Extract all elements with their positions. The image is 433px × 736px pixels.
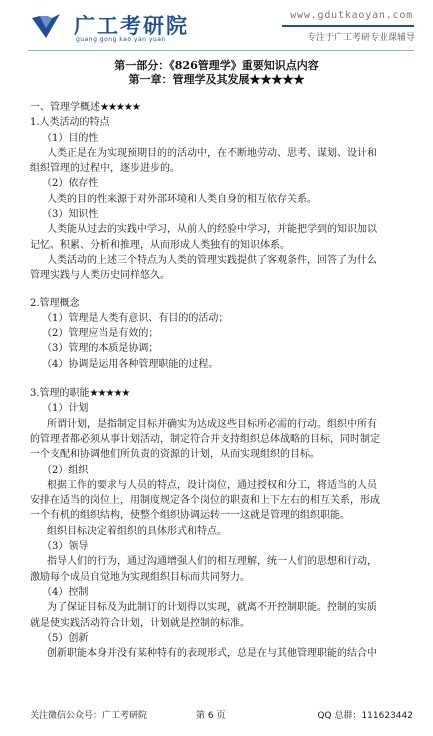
header-accent-rule [282, 25, 414, 27]
importance-stars: ★★★★★ [100, 102, 140, 113]
paragraph-line: 记忆、积累、分析和推理，从而形成人类独有的知识体系。 [30, 239, 290, 251]
paragraph-line: 一个有机的组织结构，使整个组织协调运转一一这就是管理的组织职能。 [30, 510, 350, 522]
brand-logo-icon [30, 12, 66, 40]
paragraph-line: 安排在适当的岗位上，用制度规定各个岗位的职责和上下左右的相互关系，形成 [30, 495, 380, 507]
paragraph-line: 人类活动的上述三个特点为人类的管理实践提供了客观条件，回答了为什么 [47, 254, 377, 266]
subsection-heading: 1.人类活动的特点 [30, 117, 110, 129]
paragraph-line: 管理实践与人类历史同样悠久。 [30, 270, 170, 282]
brand-name: 广工考研院 [74, 14, 189, 38]
site-url: www.gdutkaoyan.com [290, 10, 413, 21]
paragraph-line: 指导人们的行为，通过沟通增强人们的相互理解，统一人们的思想和行动， [47, 556, 377, 568]
paragraph-line: 所谓计划，是指制定目标并确实为达成这些目标所必需的行动。组织中所有 [47, 418, 377, 430]
paragraph-line: 为了保证目标及为此制订的计划得以实现，就离不开控制职能。控制的实质 [47, 602, 377, 614]
footer-wechat: 关注微信公众号：广工考研院 [30, 711, 148, 721]
list-item-heading: （4）控制 [42, 586, 89, 598]
list-item-heading: （2）依存性 [42, 178, 99, 190]
paragraph-line: 组织目标决定着组织的具体形式和特点。 [47, 525, 227, 537]
list-item-heading: （3）知识性 [42, 209, 99, 221]
subsection-heading [30, 386, 416, 401]
paragraph-line: 的管理者都必须从事计划活动，制定符合并支持组织总体战略的目标，同时制定 [30, 433, 380, 445]
paragraph-line: 创新职能本身并没有某种特有的表现形式，总是在与其他管理职能的结合中 [47, 648, 377, 660]
list-item-heading: （1）计划 [42, 403, 89, 415]
paragraph-line: 人类的目的性来源于对外部环境和人类自身的相互依存关系。 [47, 193, 317, 205]
paragraph-line: 一个支配和协调他们所负责的资源的计划，从而实现组织的目标。 [30, 449, 320, 461]
page-number: 第 6 页 [196, 711, 226, 721]
importance-stars: ★★★★★ [89, 388, 130, 400]
list-item: （3）管理的本质是协调； [42, 343, 159, 355]
page-header [0, 0, 433, 52]
paragraph-line: 就是使实践活动符合计划，计划就是控制的标准。 [30, 617, 250, 629]
paragraph-line: 组织管理的过程中，逐步进步的。 [30, 163, 180, 175]
paragraph-line: 激励每个成员自觉地为实现组织目标而共同努力。 [30, 571, 250, 583]
section-heading-text: 一、管理学概述 [30, 102, 100, 113]
footer-qq: QQ 总群：111623442 [317, 711, 413, 721]
paragraph-line: 人类能从过去的实践中学习，从前人的经验中学习，并能把学到的知识加以 [47, 224, 377, 236]
list-item-heading: （5）创新 [42, 632, 89, 644]
list-item: （4）协调是运用各种管理职能的过程。 [42, 358, 219, 370]
section-heading [30, 100, 416, 115]
spacer [30, 372, 416, 386]
list-item-heading: （2）组织 [42, 464, 89, 476]
page-footer [0, 708, 433, 728]
spacer [30, 284, 416, 296]
brand-pinyin: guang gong kao yan yuan [76, 36, 166, 43]
subsection-heading-text: 3.管理的职能 [30, 388, 90, 400]
document-body [30, 100, 416, 661]
list-item-heading: （3）领导 [42, 541, 89, 553]
paragraph-line: 根据工作的要求与人员的特点，设计岗位，通过授权和分工，将适当的人员 [47, 479, 377, 491]
paragraph-line: 人类正是在为实现预期目的的活动中，在不断地劳动、思考、谋划、设计和 [47, 147, 377, 159]
list-item: （2）管理应当是有效的； [42, 328, 159, 340]
subsection-heading: 2.管理概念 [30, 297, 80, 309]
brand-tagline: 专注于广工考研专业课辅导 [306, 33, 415, 43]
list-item: （1）管理是人类有意识、有目的的活动； [42, 312, 229, 324]
header-divider [28, 50, 414, 51]
chapter-title: 第一章：管理学及其发展★★★★★ [128, 73, 305, 86]
list-item-heading: （1）目的性 [42, 132, 99, 144]
part-title: 第一部分：《826管理学》重要知识点内容 [114, 59, 319, 72]
